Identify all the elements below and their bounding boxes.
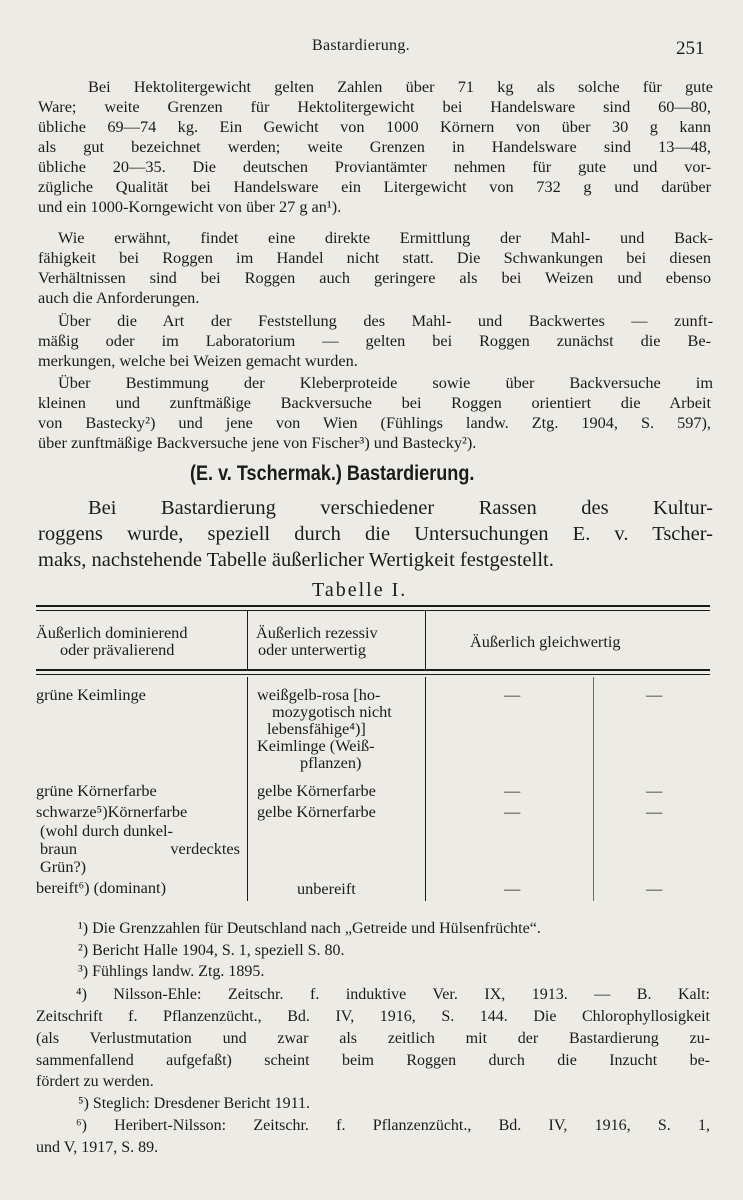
table-top-rule: [36, 610, 710, 611]
footnote-4: fördert zu werden.: [36, 1073, 154, 1090]
table-cell: gelbe Körnerfarbe: [257, 802, 376, 821]
column-divider: [425, 611, 426, 669]
footnote-6: ⁶) Heribert-Nilsson: Zeitschr. f. Pflanzenzücht., Bd. IV, 1916, S. 1,: [76, 1117, 710, 1134]
footnote-4: sammenfallend aufgefaßt) scheint beim Roggen durch die Inzucht be-: [36, 1052, 710, 1069]
text-line: merkungen, welche bei Weizen gemacht wurden.: [38, 351, 358, 370]
table-cell: mozygotisch nicht: [272, 702, 392, 721]
text-line: Wie erwähnt, findet eine direkte Ermittlung der Mahl- und Back-: [58, 228, 713, 247]
text-line: übliche 69—74 kg. Ein Gewicht von 1000 Körnern von über 30 g kann: [38, 117, 711, 136]
column-header-equal: Äußerlich gleichwertig: [470, 632, 621, 651]
table-cell: —: [504, 802, 521, 821]
text-line: zügliche Qualität bei Handelsware ein Litergewicht von 732 g und darüber: [38, 177, 711, 196]
text-line: von Bastecky²) und jene von Wien (Fühlings landw. Ztg. 1904, S. 597),: [38, 413, 711, 432]
text-line: Über die Art der Feststellung des Mahl- und Backwertes — zunft-: [58, 311, 713, 330]
footnote-6: und V, 1917, S. 89.: [36, 1139, 159, 1156]
text-line: als gut bezeichnet werden; weite Grenzen in Handelsware sind 13—48,: [38, 137, 711, 156]
column-header-recessive: oder unterwertig: [258, 640, 367, 659]
text-line: fähigkeit bei Roggen im Handel nicht statt. Die Schwankungen bei diesen: [38, 248, 711, 267]
table-header-rule: [36, 669, 710, 671]
table-cell: —: [646, 781, 663, 800]
section-heading: (E. v. Tschermak.) Bastardierung.: [190, 462, 475, 485]
intro-line: maks, nachstehende Tabelle äußerlicher Wertigkeit festgestellt.: [38, 549, 554, 571]
text-line: Bei Hektolitergewicht gelten Zahlen über 71 kg als solche für gute: [88, 77, 713, 96]
column-header-recessive: Äußerlich rezessiv: [256, 623, 378, 642]
table-cell: —: [504, 879, 521, 898]
text-line: mäßig oder im Laboratorium — gelten bei Roggen zunächst die Be-: [38, 331, 711, 350]
text-line: Ware; weite Grenzen für Hektolitergewicht bei Handelsware sind 60—80,: [38, 97, 711, 116]
table-cell: grüne Körnerfarbe: [36, 781, 157, 800]
running-header: Bastardierung.: [312, 37, 410, 54]
text-line: Über Bestimmung der Kleberproteide sowie über Backversuche im: [58, 373, 713, 392]
column-divider: [593, 677, 594, 901]
column-header-dominant: Äußerlich dominierend: [36, 623, 188, 642]
page-number: 251: [676, 38, 705, 59]
table-cell: lebensfähige⁴)]: [267, 719, 366, 738]
text-line: und ein 1000-Korngewicht von über 27 g an¹).: [38, 197, 342, 216]
footnote-5: ⁵) Steglich: Dresdener Bericht 1911.: [78, 1095, 311, 1112]
table-cell: —: [646, 685, 663, 704]
table-cell: gelbe Körnerfarbe: [257, 781, 376, 800]
footnote-4: Zeitschrift f. Pflanzenzücht., Bd. IV, 1916, S. 144. Die Chlorophyllosigkeit: [36, 1008, 710, 1025]
intro-line: Bei Bastardierung verschiedener Rassen des Kultur-: [88, 497, 713, 519]
table-cell: Grün?): [40, 857, 87, 876]
table-cell: —: [504, 781, 521, 800]
table-cell: —: [646, 802, 663, 821]
table-cell: schwarze⁵)Körnerfarbe: [36, 802, 188, 821]
table-cell: braun verdecktes: [40, 839, 240, 858]
table-cell: —: [504, 685, 521, 704]
table-cell: Keimlinge (Weiß-: [257, 736, 375, 755]
column-header-dominant: oder prävalierend: [60, 640, 175, 659]
column-divider: [247, 611, 248, 669]
footnote-4: ⁴) Nilsson-Ehle: Zeitschr. f. induktive Ver. IX, 1913. — B. Kalt:: [76, 986, 710, 1003]
footnote-4: (als Verlustmutation und zwar als zeitlich mit der Bastardierung zu-: [36, 1030, 710, 1047]
table-cell: —: [646, 879, 663, 898]
intro-line: roggens wurde, speziell durch die Untersuchungen E. v. Tscher-: [38, 523, 713, 545]
column-divider: [247, 677, 248, 901]
text-line: über zunftmäßige Backversuche jene von Fischer³) und Bastecky²).: [38, 433, 477, 452]
text-line: kleinen und zunftmäßige Backversuche bei Roggen orientiert die Arbeit: [38, 393, 711, 412]
table-cell: bereift⁶) (dominant): [36, 878, 166, 897]
table-cell: weißgelb-rosa [ho-: [257, 685, 381, 704]
footnote-3: ³) Fühlings landw. Ztg. 1895.: [78, 963, 265, 980]
table-header-rule: [36, 674, 710, 675]
text-line: übliche 20—35. Die deutschen Proviantämter nehmen für gute und vor-: [38, 157, 711, 176]
table-caption: Tabelle I.: [312, 579, 408, 601]
text-line: auch die Anforderungen.: [38, 288, 200, 307]
table-cell: grüne Keimlinge: [36, 685, 146, 704]
table-cell: pflanzen): [300, 753, 362, 772]
footnote-2: ²) Bericht Halle 1904, S. 1, speziell S. 80.: [78, 942, 345, 959]
footnote-1: ¹) Die Grenzzahlen für Deutschland nach „Getreide und Hülsenfrüchte“.: [78, 920, 541, 937]
text-line: Verhältnissen sind bei Roggen auch geringere als bei Weizen und ebenso: [38, 268, 711, 287]
table-top-rule: [36, 605, 710, 607]
table-cell: unbereift: [297, 879, 356, 898]
table-cell: (wohl durch dunkel-: [40, 821, 173, 840]
column-divider: [425, 677, 426, 901]
